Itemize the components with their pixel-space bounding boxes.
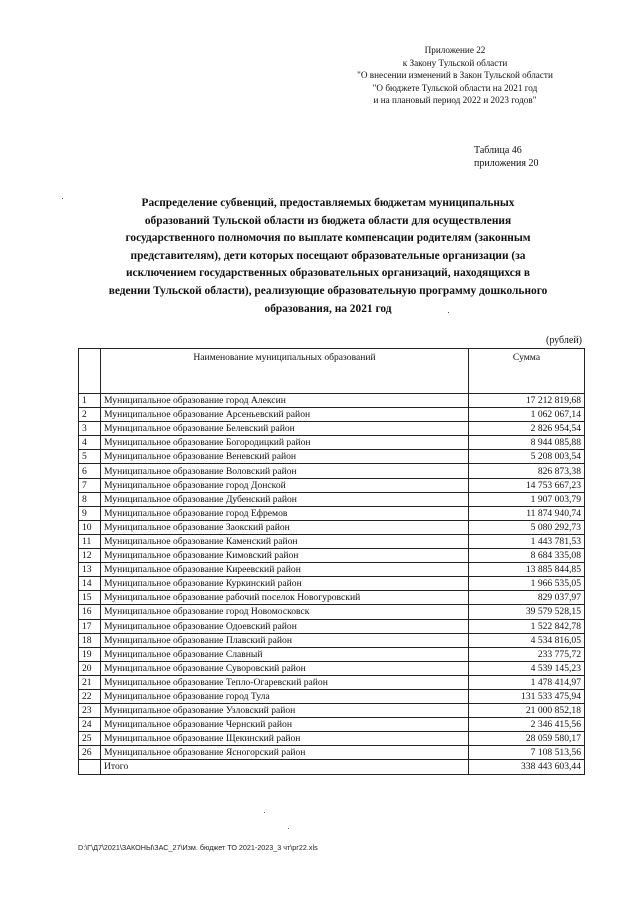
title-line: представителям), дети которых посещают образовательные организации (за [130, 249, 526, 262]
subsidy-amount: 826 873,38 [469, 464, 585, 478]
subsidy-amount: 4 534 816,05 [469, 633, 585, 647]
municipality-name: Муниципальное образование Белевский район [101, 422, 469, 436]
table-row [79, 534, 585, 548]
appendix-line: "О бюджете Тульской области на 2021 год [372, 82, 538, 93]
table-row [79, 591, 585, 605]
table-row [79, 520, 585, 534]
municipality-name: Муниципальное образование Ясногорский район [101, 746, 469, 760]
municipality-name: Муниципальное образование город Новомосковск [101, 605, 469, 619]
municipality-name: Муниципальное образование Кимовский район [101, 549, 469, 563]
scan-speck [264, 812, 265, 813]
header-name-cell: Наименование муниципальных образований [101, 349, 469, 394]
municipality-name: Муниципальное образование Щекинский район [101, 732, 469, 746]
municipality-name: Муниципальное образование Каменский район [101, 534, 469, 548]
total-row [79, 760, 585, 774]
table-row [79, 394, 585, 408]
row-index: 1 [79, 394, 101, 408]
municipality-name: Муниципальное образование город Алексин [101, 394, 469, 408]
header-index-cell [79, 349, 101, 394]
municipality-name: Муниципальное образование Веневский район [101, 450, 469, 464]
table-row [79, 506, 585, 520]
total-label: Итого [101, 760, 469, 774]
municipality-name: Муниципальное образование Суворовский район [101, 661, 469, 675]
municipality-name: Муниципальное образование Чернский район [101, 718, 469, 732]
row-index: 18 [79, 633, 101, 647]
row-index: 23 [79, 704, 101, 718]
municipality-name: Муниципальное образование Заокский район [101, 520, 469, 534]
subsidy-amount: 21 000 852,18 [469, 704, 585, 718]
subsidy-amount: 5 208 003,54 [469, 450, 585, 464]
row-index: 2 [79, 408, 101, 422]
subsidy-table [78, 348, 585, 775]
subsidy-amount: 2 346 415,56 [469, 718, 585, 732]
municipality-name: Муниципальное образование Дубенский район [101, 492, 469, 506]
table-row [79, 492, 585, 506]
subsidy-amount: 28 059 580,17 [469, 732, 585, 746]
table-row [79, 563, 585, 577]
appendix-header [330, 44, 580, 107]
row-index: 17 [79, 619, 101, 633]
municipality-name: Муниципальное образование город Тула [101, 689, 469, 703]
municipality-name: Муниципальное образование город Донской [101, 478, 469, 492]
table-number: Таблица 46 [474, 145, 522, 156]
subsidy-amount: 8 944 085,88 [469, 436, 585, 450]
row-index: 25 [79, 732, 101, 746]
table-row [79, 619, 585, 633]
subsidy-amount: 8 684 335,08 [469, 549, 585, 563]
row-index: 4 [79, 436, 101, 450]
table-row [79, 633, 585, 647]
subsidy-amount: 233 775,72 [469, 647, 585, 661]
table-row [79, 577, 585, 591]
table-row [79, 464, 585, 478]
table-row [79, 478, 585, 492]
row-index: 9 [79, 506, 101, 520]
table-row [79, 549, 585, 563]
title-line: исключением государственных образовательных организаций, находящихся в [125, 267, 530, 280]
table-row [79, 436, 585, 450]
municipality-name: Муниципальное образование Богородицкий район [101, 436, 469, 450]
row-index: 15 [79, 591, 101, 605]
document-title [68, 195, 588, 318]
subsidy-amount: 1 522 842,78 [469, 619, 585, 633]
subsidy-amount: 1 966 535,05 [469, 577, 585, 591]
subsidy-amount: 5 080 292,73 [469, 520, 585, 534]
row-index: 16 [79, 605, 101, 619]
subsidy-amount: 131 533 475,94 [469, 689, 585, 703]
table-row [79, 661, 585, 675]
annex-number: приложения 20 [474, 158, 539, 169]
row-index: 22 [79, 689, 101, 703]
appendix-line: к Закону Тульской области [402, 57, 508, 68]
table-row [79, 422, 585, 436]
table-reference [474, 144, 574, 170]
municipality-name: Муниципальное образование Узловский район [101, 704, 469, 718]
row-index: 13 [79, 563, 101, 577]
row-index: 3 [79, 422, 101, 436]
subsidy-amount: 1 443 781,53 [469, 534, 585, 548]
municipality-name: Муниципальное образование Куркинский район [101, 577, 469, 591]
subsidy-amount: 39 579 528,15 [469, 605, 585, 619]
total-sum: 338 443 603,44 [469, 760, 585, 774]
title-line: Распределение субвенций, предоставляемых бюджетам муниципальных [141, 197, 515, 209]
scan-speck [448, 312, 449, 313]
row-index: 21 [79, 675, 101, 689]
title-line: образования, на 2021 год [264, 302, 392, 315]
row-index: 12 [79, 549, 101, 563]
municipality-name: Муниципальное образование Воловский район [101, 464, 469, 478]
municipality-name: Муниципальное образование Одоевский район [101, 619, 469, 633]
table-row [79, 605, 585, 619]
row-index: 6 [79, 464, 101, 478]
subsidy-amount: 14 753 667,23 [469, 478, 585, 492]
municipality-name: Муниципальное образование город Ефремов [101, 506, 469, 520]
municipality-name: Муниципальное образование Тепло-Огаревский район [101, 675, 469, 689]
table-row [79, 450, 585, 464]
total-index-cell [79, 760, 101, 774]
municipality-name: Муниципальное образование Плавский район [101, 633, 469, 647]
subsidy-amount: 13 885 844,85 [469, 563, 585, 577]
municipality-name: Муниципальное образование Киреевский район [101, 563, 469, 577]
subsidy-amount: 7 108 513,56 [469, 746, 585, 760]
units-label: (рублей) [545, 335, 582, 346]
subsidy-amount: 11 874 940,74 [469, 506, 585, 520]
row-index: 19 [79, 647, 101, 661]
municipality-name: Муниципальное образование Славный [101, 647, 469, 661]
table-header-row [79, 349, 585, 394]
subsidy-amount: 829 037,97 [469, 591, 585, 605]
title-line: образований Тульской области из бюджета области для осуществления [144, 214, 512, 227]
title-line: ведении Тульской области), реализующие образовательную программу дошкольного [108, 284, 548, 297]
appendix-line: "О внесении изменений в Закон Тульской области [357, 70, 553, 80]
file-path-footer: D:\Г\Д7\2021\ЗАКОНЫ\ЗАС_27\Изм. бюджет ТО 2021-2023_3 чт\рг22.xls [78, 843, 318, 852]
table-row [79, 704, 585, 718]
row-index: 5 [79, 450, 101, 464]
row-index: 14 [79, 577, 101, 591]
table-row [79, 732, 585, 746]
table-row [79, 675, 585, 689]
title-line: государственного полномочия по выплате компенсации родителям (законным [125, 232, 531, 245]
municipality-name: Муниципальное образование Арсеньевский район [101, 408, 469, 422]
table-row [79, 746, 585, 760]
subsidy-amount: 2 826 954,54 [469, 422, 585, 436]
subsidy-amount: 4 539 145,23 [469, 661, 585, 675]
scan-speck [62, 198, 63, 199]
appendix-line: Приложение 22 [424, 45, 486, 55]
table-row [79, 718, 585, 732]
row-index: 10 [79, 520, 101, 534]
appendix-line: и на плановый период 2022 и 2023 годов" [373, 95, 537, 105]
row-index: 7 [79, 478, 101, 492]
table-row [79, 689, 585, 703]
row-index: 20 [79, 661, 101, 675]
subsidy-amount: 17 212 819,68 [469, 394, 585, 408]
subsidy-amount: 1 907 003,79 [469, 492, 585, 506]
row-index: 11 [79, 534, 101, 548]
header-sum-cell: Сумма [469, 349, 585, 394]
row-index: 26 [79, 746, 101, 760]
subsidy-amount: 1 478 414,97 [469, 675, 585, 689]
scan-speck [288, 828, 289, 829]
table-row [79, 408, 585, 422]
table-row [79, 647, 585, 661]
row-index: 24 [79, 718, 101, 732]
municipality-name: Муниципальное образование рабочий поселок Новогуровский [101, 591, 469, 605]
subsidy-amount: 1 062 067,14 [469, 408, 585, 422]
row-index: 8 [79, 492, 101, 506]
